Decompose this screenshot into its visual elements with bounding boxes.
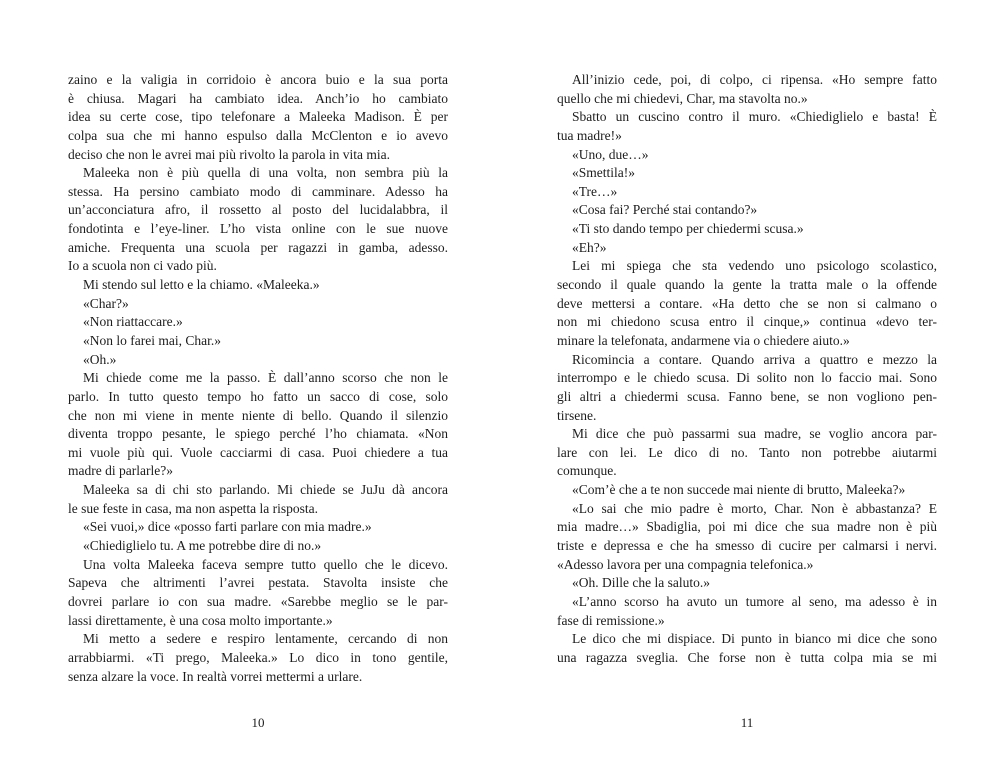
text-line: interrompo e le chiedo scusa. Di solito non lo faccio mai. Sono	[557, 370, 937, 386]
text-line: Mi metto a sedere e respiro lentamente, cercando di non	[83, 631, 448, 647]
text-line: Maleeka sa di chi sto parlando. Mi chiede se JuJu dà ancora	[83, 482, 448, 498]
left-page	[68, 71, 448, 731]
text-line: lare con lei. Le dico di no. Tanto non potrebbe aiutarmi	[557, 444, 937, 460]
text-line: «Adesso lavora per una compagnia telefonica.»	[557, 556, 814, 572]
left-page-text	[68, 71, 448, 686]
text-line: All’inizio cede, poi, di colpo, ci ripensa. «Ho sempre fatto	[572, 72, 937, 87]
text-line: «Non lo farei mai, Char.»	[83, 332, 221, 348]
text-line: Maleeka non è più quella di una volta, non sembra più la	[83, 165, 448, 181]
text-line: «Ti sto dando tempo per chiedermi scusa.»	[572, 221, 804, 237]
text-line: Le dico che mi dispiace. Di punto in bianco mi dice che sono	[572, 631, 937, 647]
text-line: Mi dice che può passarmi sua madre, se voglio ancora par-	[572, 426, 937, 442]
page-number: 10	[251, 715, 265, 730]
text-line: un’acconciatura afro, il rossetto al posto del lucidalabbra, il	[68, 202, 448, 218]
text-line: arrabbiarmi. «Ti prego, Maleeka.» Lo dico in tono gentile,	[68, 649, 448, 665]
text-line: «Char?»	[83, 295, 129, 311]
text-line: non mi chiedono scusa entro il cinque,» continua «devo ter-	[557, 314, 937, 330]
text-line: «Uno, due…»	[572, 146, 649, 162]
text-line: deciso che non le avrei mai più rivolto la parola in vita mia.	[68, 146, 391, 162]
text-line: stessa. Ha persino cambiato modo di camminare. Adesso ha	[68, 183, 448, 199]
text-line: diventa troppo pesante, le spiego perché l’ho chiamata. «Non	[68, 426, 448, 442]
text-line: «Smettila!»	[572, 165, 635, 181]
text-line: Mi chiede come me la passo. È dall’anno scorso che non le	[83, 370, 448, 386]
text-line: triste e depressa e che ha smesso di cucire per calmarsi i nervi.	[557, 538, 937, 554]
text-line: Io a scuola non ci vado più.	[68, 258, 217, 274]
text-line: tua madre!»	[557, 127, 622, 143]
text-line: Ricomincia a contare. Quando arriva a quattro e mezzo la	[572, 351, 937, 367]
text-line: fase di remissione.»	[557, 612, 665, 628]
text-line: lassi direttamente, è una cosa molto importante.»	[68, 612, 333, 628]
text-line: idea su certe cose, tipo telefonare a Maleeka Madison. È per	[68, 109, 448, 125]
text-line: deve mettersi a contare. «Ha detto che se non si calmano o	[557, 295, 937, 311]
text-line: «Chiediglielo tu. A me potrebbe dire di no.»	[83, 538, 322, 554]
text-line: Sbatto un cuscino contro il muro. «Chiediglielo e basta! È	[572, 109, 937, 125]
text-line: «Lo sai che mio padre è morto, Char. Non è abbastanza? E	[572, 500, 937, 516]
right-page-text	[557, 71, 937, 668]
text-line: «Cosa fai? Perché stai contando?»	[572, 202, 758, 218]
text-line: zaino e la valigia in corridoio è ancora buio e la sua porta	[68, 72, 448, 87]
text-line: che non mi viene in mente niente di bello. Quando il silenzio	[68, 407, 448, 423]
text-line: dovrei parlare io con sua madre. «Sarebbe meglio se le par-	[68, 593, 448, 609]
right-page	[557, 71, 937, 731]
text-line: «Non riattaccare.»	[83, 314, 183, 330]
text-line: gli altri a chiedermi scusa. Fanno bene, se non vogliono pen-	[557, 388, 937, 404]
text-line: Mi stendo sul letto e la chiamo. «Maleeka.»	[83, 277, 320, 293]
text-line: «Com’è che a te non succede mai niente di brutto, Maleeka?»	[572, 482, 906, 498]
text-line: «Tre…»	[572, 183, 618, 199]
text-line: «L’anno scorso ha avuto un tumore al seno, ma adesso è in	[572, 593, 937, 609]
text-line: mia madre…» Sbadiglia, poi mi dice che sua madre non è più	[557, 519, 937, 535]
text-line: colpa sua che mi hanno espulso dalla McClenton e io avevo	[68, 127, 448, 143]
text-line: secondo il quale quando la gente la tratta male o la offende	[557, 277, 937, 293]
text-line: è chiusa. Magari ha cambiato idea. Anch’io ho cambiato	[68, 90, 448, 106]
text-line: le sue feste in casa, ma non aspetta la risposta.	[68, 500, 319, 516]
text-line: senza alzare la voce. In realtà vorrei mettermi a urlare.	[68, 668, 363, 684]
text-line: «Sei vuoi,» dice «posso farti parlare con mia madre.»	[83, 519, 372, 535]
text-line: fondotinta e l’eye-liner. L’ho vista online con le sue nuove	[68, 221, 448, 237]
text-line: amiche. Frequenta una scuola per ragazzi in gamba, adesso.	[68, 239, 448, 255]
text-line: madre di parlarle?»	[68, 463, 173, 479]
text-line: tirsene.	[557, 407, 597, 423]
text-line: quello che mi chiedevi, Char, ma stavolta no.»	[557, 90, 808, 106]
text-line: Una volta Maleeka faceva sempre tutto quello che le dicevo.	[83, 556, 448, 572]
text-line: una ragazza sveglia. Che forse non è tutta colpa mia se mi	[557, 649, 937, 665]
text-line: Sapeva che altrimenti l’avrei pestata. Stavolta insiste che	[68, 575, 448, 591]
text-line: mi vuole più qui. Vuole cacciarmi di casa. Puoi chiedere a tua	[68, 444, 448, 460]
text-line: «Eh?»	[572, 239, 607, 255]
text-line: parlo. In tutto questo tempo ho fatto un sacco di cose, solo	[68, 388, 448, 404]
text-line: «Oh.»	[83, 351, 117, 367]
text-line: Lei mi spiega che sta vedendo uno psicologo scolastico,	[572, 258, 937, 274]
text-line: comunque.	[557, 463, 617, 479]
page-number: 11	[740, 715, 754, 730]
text-line: minare la telefonata, andarmene via o chiedere aiuto.»	[557, 332, 850, 348]
text-line: «Oh. Dille che la saluto.»	[572, 575, 710, 591]
